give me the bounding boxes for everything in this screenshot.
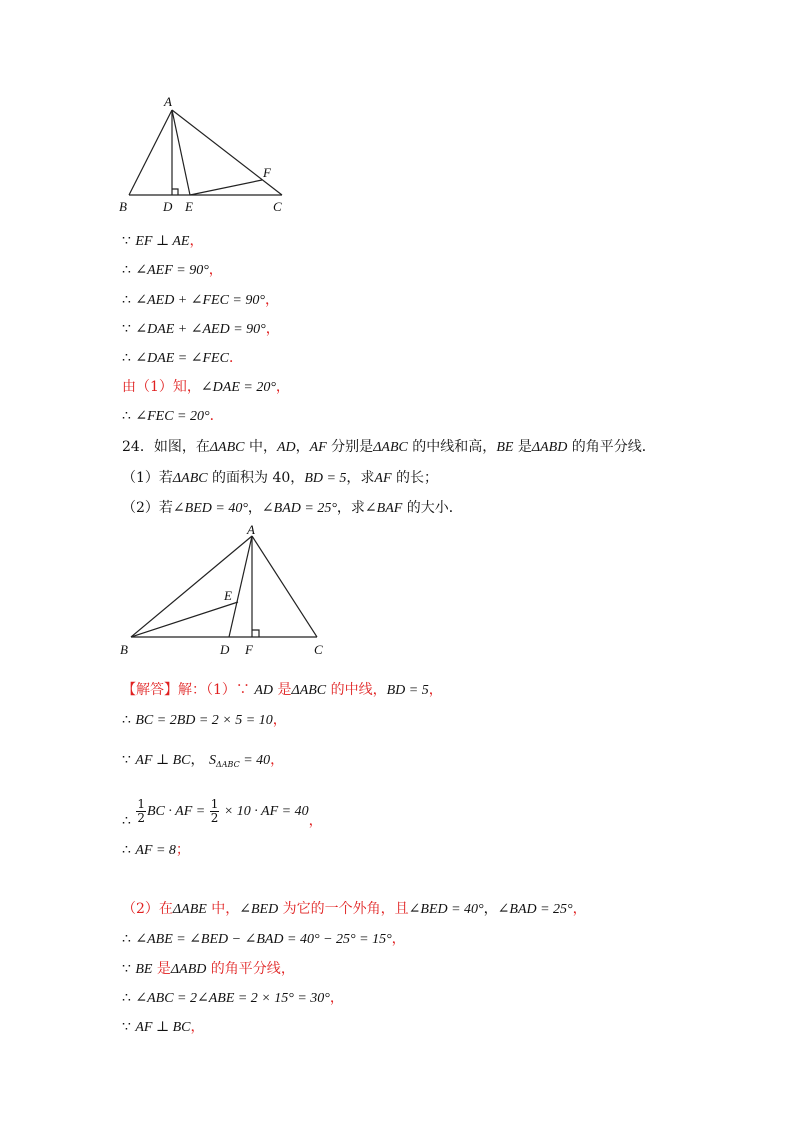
solution-2-line-1: （2）在ΔABE 中，∠BED 为它的一个外角，且∠BED = 40°，∠BAD = 25°， <box>122 901 587 917</box>
fig1-label-a: A <box>164 94 172 109</box>
figure-1-triangle <box>115 92 295 217</box>
solution-1-line-4: ∴ $\frac{1}{2}$ BC · AF = $\frac{1}{2}$ × 10 · AF = 40， <box>122 796 323 829</box>
fig1-label-b: B <box>119 199 127 214</box>
fig1-segment-ab <box>129 110 172 195</box>
fig1-segment-ae <box>172 110 190 195</box>
solution-1-line-5: ∴ AF = 8； <box>122 842 190 858</box>
fig2-segment-ac <box>252 536 317 637</box>
fraction-one-half-2: $\frac{1}{2}$ <box>210 796 219 825</box>
fig1-label-e: E <box>185 199 193 214</box>
solution-2-line-3: ∵ BE 是ΔABD 的角平分线， <box>122 961 295 977</box>
fig2-label-b: B <box>120 642 128 657</box>
fig2-right-angle-mark <box>252 630 259 637</box>
figure-2-triangle <box>115 522 335 657</box>
solution-2-line-2: ∴ ∠ABE = ∠BED − ∠BAD = 40° − 25° = 15°， <box>122 931 406 947</box>
problem-24-part-1: （1）若ΔABC 的面积为 40，BD = 5，求AF 的长； <box>122 470 438 486</box>
problem-24-part-2: （2）若∠BED = 40°，∠BAD = 25°，求∠BAF 的大小． <box>122 500 463 516</box>
fig1-label-f: F <box>263 165 271 180</box>
fig1-segment-ac <box>172 110 282 195</box>
proof-line-3: ∴ ∠AED + ∠FEC = 90°， <box>122 292 279 308</box>
solution-2-line-4: ∴ ∠ABC = 2∠ABE = 2 × 15° = 30°， <box>122 990 344 1006</box>
fraction-one-half: $\frac{1}{2}$ <box>137 796 145 825</box>
fig2-segment-ab <box>131 536 252 637</box>
fig2-label-e: E <box>224 588 232 603</box>
proof-line-1: ∵ EF ⊥ AE， <box>122 233 204 249</box>
fig2-segment-ad <box>229 536 252 637</box>
solution-1-line-1: 【解答】解：（1）∵ AD 是ΔABC 的中线，BD = 5， <box>122 682 443 698</box>
fig1-segment-ef <box>190 180 262 195</box>
solution-2-line-5: ∵ AF ⊥ BC， <box>122 1019 205 1035</box>
proof-line-5: ∴ ∠DAE = ∠FEC． <box>122 350 243 366</box>
problem-24-statement: 24．如图，在ΔABC 中，AD，AF 分别是ΔABC 的中线和高，BE 是ΔABD 的角平分线． <box>122 439 656 455</box>
solution-1-line-3: ∵ AF ⊥ BC， $S_{\Delta ABC} = 40$， <box>122 752 285 769</box>
fig2-segment-be <box>131 602 238 637</box>
solution-1-line-2: ∴ BC = 2BD = 2 × 5 = 10， <box>122 712 287 728</box>
fig1-label-c: C <box>273 199 282 214</box>
proof-line-7: ∴ ∠FEC = 20°． <box>122 408 224 424</box>
fig1-label-d: D <box>163 199 173 214</box>
fig2-label-f: F <box>245 642 253 657</box>
fig1-right-angle-mark <box>172 189 178 195</box>
fig2-label-d: D <box>220 642 230 657</box>
proof-line-4: ∵ ∠DAE + ∠AED = 90°， <box>122 321 280 337</box>
proof-line-2: ∴ ∠AEF = 90°， <box>122 262 223 278</box>
fig2-label-a: A <box>247 522 255 537</box>
fig2-label-c: C <box>314 642 323 657</box>
proof-line-6: 由（1）知，∠DAE = 20°， <box>122 379 290 395</box>
